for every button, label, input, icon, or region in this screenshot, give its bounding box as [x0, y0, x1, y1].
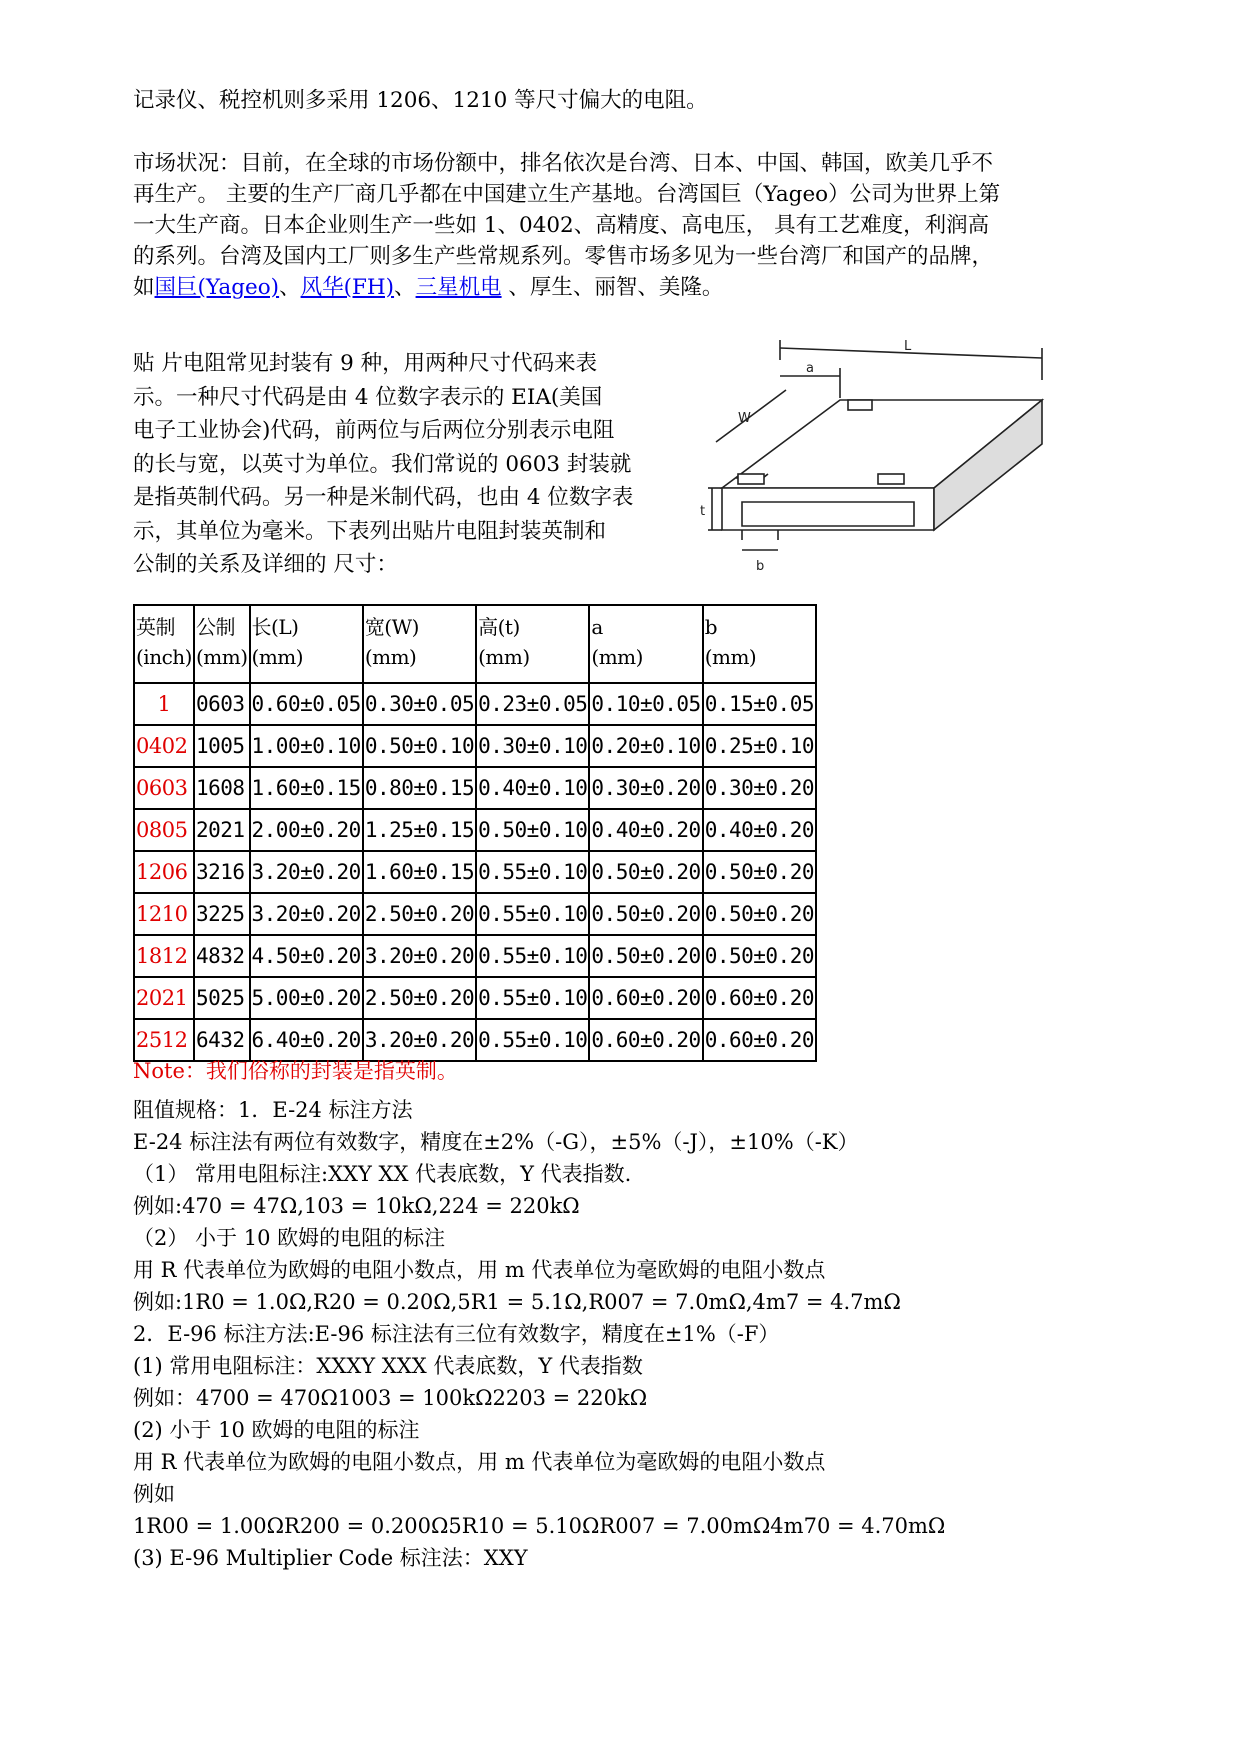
dimension-cell: 1.25±0.15: [363, 809, 476, 851]
separator: 、: [279, 275, 301, 300]
left-pad: [738, 474, 764, 484]
market-brands-line: [133, 272, 1131, 303]
dimension-cell: 0.50±0.20: [703, 851, 816, 893]
inch-code-cell: 0603: [134, 767, 194, 809]
header-unit: (mm): [591, 645, 643, 669]
table-row: [134, 977, 816, 1019]
metric-code-cell: 5025: [194, 977, 250, 1019]
dimension-cell: 3.20±0.20: [363, 1019, 476, 1061]
table-row: [134, 851, 816, 893]
table-row: [134, 683, 816, 725]
header-unit: (mm): [478, 645, 530, 669]
dimension-cell: 0.23±0.05: [476, 683, 589, 725]
inch-code-cell: 1812: [134, 935, 194, 977]
label-t: t: [700, 504, 706, 519]
metric-code-cell: 4832: [194, 935, 250, 977]
dimension-cell: 1.60±0.15: [363, 851, 476, 893]
metric-code-cell: 1608: [194, 767, 250, 809]
inch-code-cell: 1206: [134, 851, 194, 893]
inch-code-cell: 0402: [134, 725, 194, 767]
dimension-cell: 3.20±0.20: [250, 893, 363, 935]
dimension-cell: 0.55±0.10: [476, 851, 589, 893]
dimension-cell: 0.50±0.10: [476, 809, 589, 851]
dimension-cell: 0.30±0.20: [703, 767, 816, 809]
note-text: Note：我们俗称的封装是指英制。: [133, 1059, 458, 1083]
dimension-cell: 1.00±0.10: [250, 725, 363, 767]
spec-line: E-24 标注法有两位有效数字，精度在±2%（-G），±5%（-J），±10%（-K）: [133, 1130, 859, 1154]
dimension-cell: 0.30±0.05: [363, 683, 476, 725]
label-W: W: [738, 411, 751, 426]
metric-code-cell: 2021: [194, 809, 250, 851]
package-line: 贴 片电阻常见封装有 9 种，用两种尺寸代码来表: [133, 351, 598, 376]
spec-line: 例如:1R0 = 1.0Ω,R20 = 0.20Ω,5R1 = 5.1Ω,R007 = 7.0mΩ,4m7 = 4.7mΩ: [133, 1290, 901, 1314]
spec-line: (3) E-96 Multiplier Code 标注法：XXY: [133, 1546, 528, 1570]
spec-line: 1R00 = 1.00ΩR200 = 0.200Ω5R10 = 5.10ΩR007 = 7.00mΩ4m70 = 4.70mΩ: [133, 1514, 946, 1538]
metric-code-cell: 0603: [194, 683, 250, 725]
dimension-cell: 0.80±0.15: [363, 767, 476, 809]
dimension-cell: 0.50±0.20: [589, 851, 702, 893]
table-header-cell: [589, 605, 702, 683]
brands-suffix: 、厚生、丽智、美隆。: [501, 275, 724, 300]
package-line: 示。一种尺寸代码是由 4 位数字表示的 EIA(美国: [133, 384, 603, 410]
dimension-cell: 0.50±0.20: [589, 935, 702, 977]
dim-W: [716, 390, 786, 442]
inch-code-cell: 2021: [134, 977, 194, 1019]
dimension-cell: 0.55±0.10: [476, 935, 589, 977]
spec-line: （1） 常用电阻标注:XXY XX 代表底数，Y 代表指数.: [133, 1162, 632, 1186]
link-samsung[interactable]: 三星机电: [415, 275, 502, 300]
package-line: 电子工业协会)代码，前两位与后两位分别表示电阻: [133, 418, 615, 443]
metric-code-cell: 6432: [194, 1019, 250, 1061]
resistive-body: [742, 502, 914, 526]
package-line: 示，其单位为毫米。下表列出贴片电阻封装英制和: [133, 518, 607, 544]
table-header-cell: [134, 605, 194, 683]
dimension-cell: 4.50±0.20: [250, 935, 363, 977]
dimension-cell: 6.40±0.20: [250, 1019, 363, 1061]
dimension-cell: 0.20±0.10: [589, 725, 702, 767]
header-label: 公制: [195, 615, 235, 639]
package-line: 的长与宽，以英寸为单位。我们常说的 0603 封装就: [133, 451, 632, 477]
header-label: b: [704, 615, 718, 639]
header-label: 英制: [136, 615, 175, 639]
dimension-cell: 0.50±0.20: [703, 935, 816, 977]
inch-code-cell: 2512: [134, 1019, 194, 1061]
package-line: 是指英制代码。另一种是米制代码，也由 4 位数字表: [133, 485, 634, 510]
spec-line: 2．E-96 标注方法:E-96 标注法有三位有效数字，精度在±1%（-F）: [133, 1322, 780, 1346]
spec-line: 阻值规格：1．E-24 标注方法: [133, 1098, 413, 1122]
header-label: 长(L): [251, 615, 299, 639]
dimension-cell: 1.60±0.15: [250, 767, 363, 809]
table-row: [134, 767, 816, 809]
dimension-cell: 0.30±0.20: [589, 767, 702, 809]
header-unit: (mm): [195, 645, 248, 669]
link-yageo[interactable]: 国巨(Yageo): [154, 275, 280, 300]
dimension-cell: 0.50±0.10: [363, 725, 476, 767]
right-pad: [878, 474, 904, 484]
header-unit: (inch): [136, 645, 192, 669]
spec-line: 用 R 代表单位为欧姆的电阻小数点，用 m 代表单位为毫欧姆的电阻小数点: [133, 1258, 826, 1282]
back-left-pad: [848, 400, 872, 410]
dimension-cell: 0.30±0.10: [476, 725, 589, 767]
label-b: b: [756, 559, 765, 574]
table-header-cell: [250, 605, 363, 683]
dimension-cell: 0.60±0.20: [589, 1019, 702, 1061]
intro-line: 记录仪、税控机则多采用 1206、1210 等尺寸偏大的电阻。: [133, 88, 708, 113]
package-paragraph: [133, 347, 698, 582]
dimension-cell: 0.15±0.05: [703, 683, 816, 725]
resistance-spec-section: [133, 1094, 945, 1574]
table-header-cell: [194, 605, 250, 683]
spec-line: (1) 常用电阻标注：XXXY XXX 代表底数，Y 代表指数: [133, 1354, 643, 1378]
dimension-cell: 0.25±0.10: [703, 725, 816, 767]
label-a: a: [806, 361, 814, 376]
inch-code-cell: 0805: [134, 809, 194, 851]
dimension-cell: 0.40±0.20: [589, 809, 702, 851]
dimension-cell: 0.60±0.20: [703, 1019, 816, 1061]
header-unit: (mm): [251, 645, 304, 669]
link-fenghua[interactable]: 风华(FH): [300, 275, 395, 300]
inch-code-cell: 1210: [134, 893, 194, 935]
table-row: [134, 893, 816, 935]
market-line: 再生产。 主要的生产厂商几乎都在中国建立生产基地。台湾国巨（Yageo）公司为世界上第: [133, 182, 1001, 207]
header-unit: (mm): [364, 645, 417, 669]
dimension-cell: 0.55±0.10: [476, 977, 589, 1019]
dimension-cell: 0.55±0.10: [476, 893, 589, 935]
dimension-cell: 3.20±0.20: [363, 935, 476, 977]
metric-code-cell: 3216: [194, 851, 250, 893]
spec-line: 用 R 代表单位为欧姆的电阻小数点，用 m 代表单位为毫欧姆的电阻小数点: [133, 1450, 826, 1474]
metric-code-cell: 3225: [194, 893, 250, 935]
dimension-cell: 0.50±0.20: [703, 893, 816, 935]
dimension-cell: 0.60±0.20: [703, 977, 816, 1019]
table-row: [134, 809, 816, 851]
dimension-cell: 2.50±0.20: [363, 893, 476, 935]
market-line: 市场状况：目前，在全球的市场份额中，排名依次是台湾、日本、中国、韩国，欧美几乎不: [133, 151, 994, 176]
package-dimension-table: [133, 604, 817, 1062]
dimension-cell: 0.40±0.10: [476, 767, 589, 809]
metric-code-cell: 1005: [194, 725, 250, 767]
market-line: 一大生产商。日本企业则生产一些如 1、0402、高精度、高电压， 具有工艺难度，利润高: [133, 213, 990, 238]
table-header-row: [134, 605, 816, 683]
header-label: a: [591, 615, 603, 639]
dimension-cell: 0.10±0.05: [589, 683, 702, 725]
chip-resistor-diagram: [700, 339, 1098, 580]
inch-code-cell: 1: [134, 683, 194, 725]
dimension-cell: 3.20±0.20: [250, 851, 363, 893]
spec-line: 例如：4700 = 470Ω1003 = 100kΩ2203 = 220kΩ: [133, 1386, 648, 1410]
dimension-cell: 2.00±0.20: [250, 809, 363, 851]
header-label: 高(t): [478, 615, 520, 639]
table-header-cell: [703, 605, 816, 683]
table-row: [134, 935, 816, 977]
market-line: 的系列。台湾及国内工厂则多生产些常规系列。零售市场多见为一些台湾厂和国产的品牌，: [133, 244, 994, 269]
header-label: 宽(W): [364, 615, 419, 639]
table-row: [134, 725, 816, 767]
brands-prefix: 如: [133, 275, 155, 300]
dimension-cell: 0.40±0.20: [703, 809, 816, 851]
separator: 、: [394, 275, 416, 300]
dimension-cell: 0.55±0.10: [476, 1019, 589, 1061]
dimension-cell: 0.60±0.05: [250, 683, 363, 725]
spec-line: （2） 小于 10 欧姆的电阻的标注: [133, 1226, 446, 1250]
table-header-cell: [476, 605, 589, 683]
spec-line: 例如:470 = 47Ω,103 = 10kΩ,224 = 220kΩ: [133, 1194, 580, 1218]
spec-line: (2) 小于 10 欧姆的电阻的标注: [133, 1418, 420, 1442]
spec-line: 例如: [133, 1482, 175, 1506]
dimension-cell: 5.00±0.20: [250, 977, 363, 1019]
table-header-cell: [363, 605, 476, 683]
label-L: L: [904, 339, 912, 354]
market-paragraph: [133, 148, 1131, 303]
dimension-cell: 0.50±0.20: [589, 893, 702, 935]
dimension-cell: 0.60±0.20: [589, 977, 702, 1019]
package-line: 公制的关系及详细的 尺寸：: [133, 552, 398, 577]
header-unit: (mm): [704, 645, 757, 669]
dimension-cell: 2.50±0.20: [363, 977, 476, 1019]
